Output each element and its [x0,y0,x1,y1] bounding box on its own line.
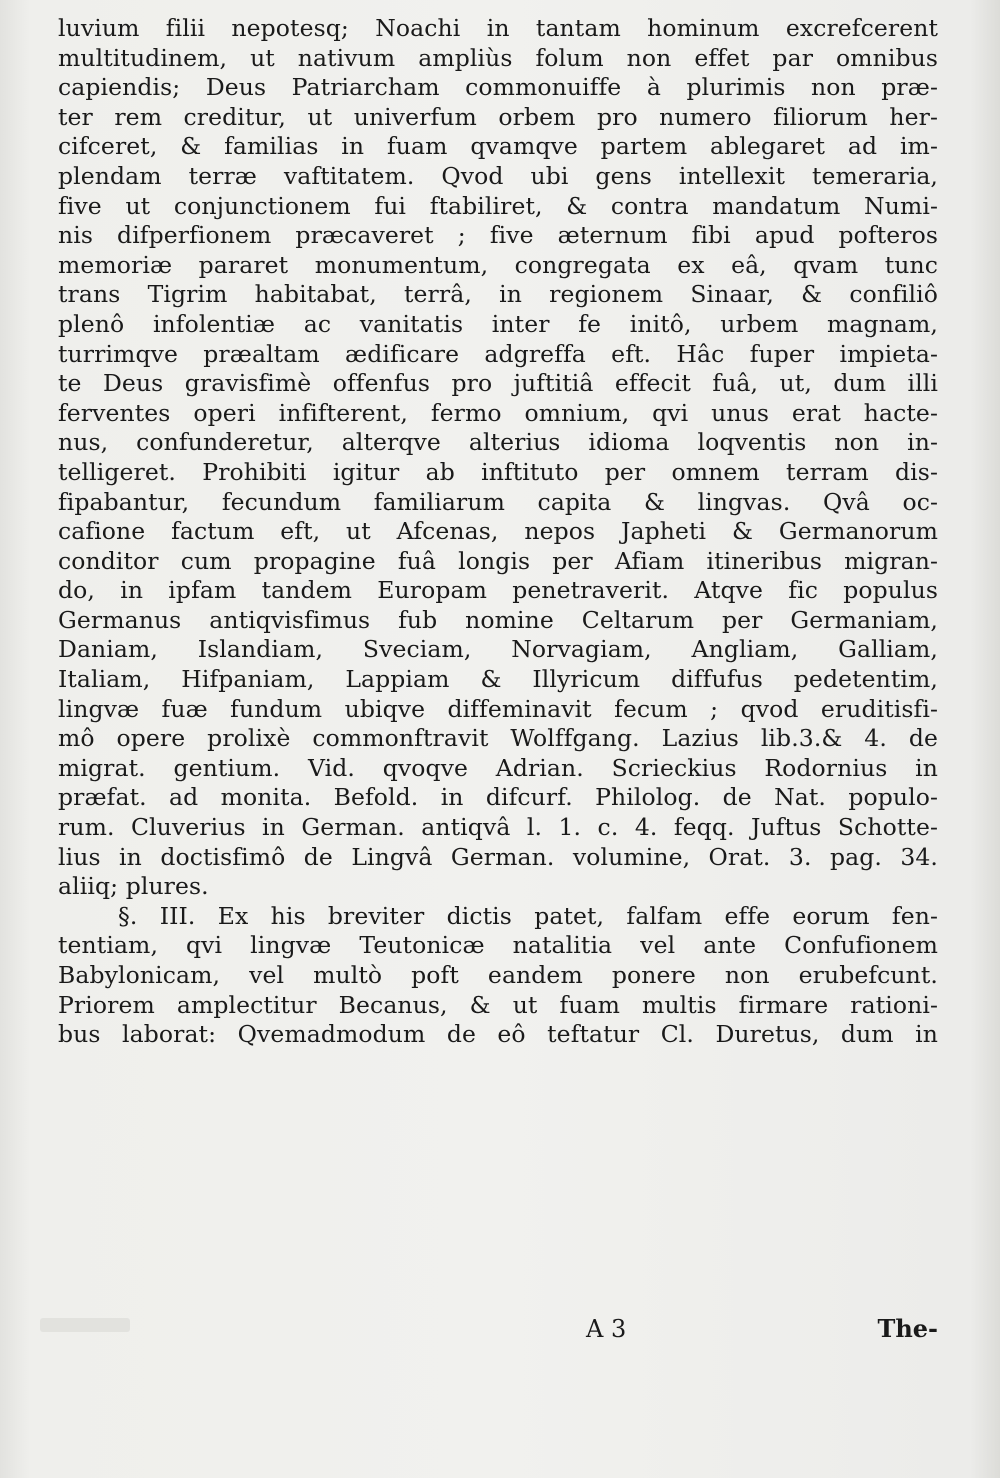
text-line: rum. Cluverius in German. antiqvâ l. 1. c. 4. feqq. Juftus Schotte- [58,813,938,842]
text-line: multitudinem, ut nativum ampliùs folum non effet par omnibus [58,43,938,72]
text-line: aliiq; plures. [58,872,209,901]
text-line: §. III. Ex his breviter dictis patet, falfam effe eorum fen- [118,901,938,930]
text-line: do, in ipfam tandem Europam penetraverit. Atqve fic populus [58,576,938,605]
text-line: ter rem creditur, ut univerfum orbem pro numero filiorum her- [58,102,938,131]
text-line: Italiam, Hifpaniam, Lappiam & Illyricum diffufus pedetentim, [58,665,938,694]
text-line: capiendis; Deus Patriarcham commonuiffe à plurimis non præ- [58,73,938,102]
text-line: nis difperfionem præcaveret ; five æternum fibi apud pofteros [58,221,938,250]
catchword: The- [877,1314,938,1343]
text-line: præfat. ad monita. Befold. in difcurf. Philolog. de Nat. populo- [58,783,938,812]
text-line: tentiam, qvi lingvæ Teutonicæ natalitia vel ante Confufionem [58,931,938,960]
text-line: plendam terræ vaftitatem. Qvod ubi gens intellexit temeraria, [58,161,938,190]
text-line: turrimqve præaltam ædificare adgreffa eft. Hâc fuper impieta- [58,339,938,368]
text-line: te Deus gravisfimè offenfus pro juftitiâ effecit fuâ, ut, dum illi [58,369,938,398]
text-line: luvium filii nepotesq; Noachi in tantam hominum excrefcerent [58,14,938,42]
text-line: nus, confunderetur, alterqve alterius idioma loqventis non in- [58,428,938,457]
text-line: migrat. gentium. Vid. qvoqve Adrian. Scrieckius Rodornius in [58,753,938,782]
text-line: cifceret, & familias in fuam qvamqve partem ablegaret ad im- [58,132,938,161]
text-line: Babylonicam, vel multò poft eandem ponere non erubefcunt. [58,961,938,989]
text-line: lius in doctisfimô de Lingvâ German. volumine, Orat. 3. pag. 34. [58,842,938,871]
text-line: five ut conjunctionem fui ftabiliret, & contra mandatum Numi- [58,191,938,220]
text-line: telligeret. Prohibiti igitur ab inftituto per omnem terram dis- [58,457,938,486]
text-line: memoriæ pararet monumentum, congregata ex eâ, qvam tunc [58,250,938,279]
page-footer [58,1314,938,1344]
signature-mark: A 3 [586,1315,627,1343]
text-line: conditor cum propagine fuâ longis per Afiam itineribus migran- [58,546,938,575]
text-line: fipabantur, fecundum familiarum capita & lingvas. Qvâ oc- [58,487,938,516]
text-line: bus laborat: Qvemadmodum de eô teftatur Cl. Duretus, dum in [58,1020,938,1049]
text-line: cafione factum eft, ut Afcenas, nepos Japheti & Germanorum [58,517,938,546]
text-line: Germanus antiqvisfimus fub nomine Celtarum per Germaniam, [58,605,938,634]
text-line: trans Tigrim habitabat, terrâ, in regionem Sinaar, & confiliô [58,280,938,309]
body-text [58,14,938,1050]
text-line: Priorem amplectitur Becanus, & ut fuam multis firmare rationi- [58,990,938,1019]
text-line: plenô infolentiæ ac vanitatis inter fe initô, urbem magnam, [58,309,938,338]
text-line: ferventes operi infifterent, fermo omnium, qvi unus erat hacte- [58,398,938,427]
text-line: mô opere prolixè commonftravit Wolffgang. Lazius lib.3.& 4. de [58,724,938,753]
text-line: lingvæ fuæ fundum ubiqve diffeminavit fecum ; qvod eruditisfi- [58,694,938,723]
text-line: Daniam, Islandiam, Sveciam, Norvagiam, Angliam, Galliam, [58,635,938,664]
